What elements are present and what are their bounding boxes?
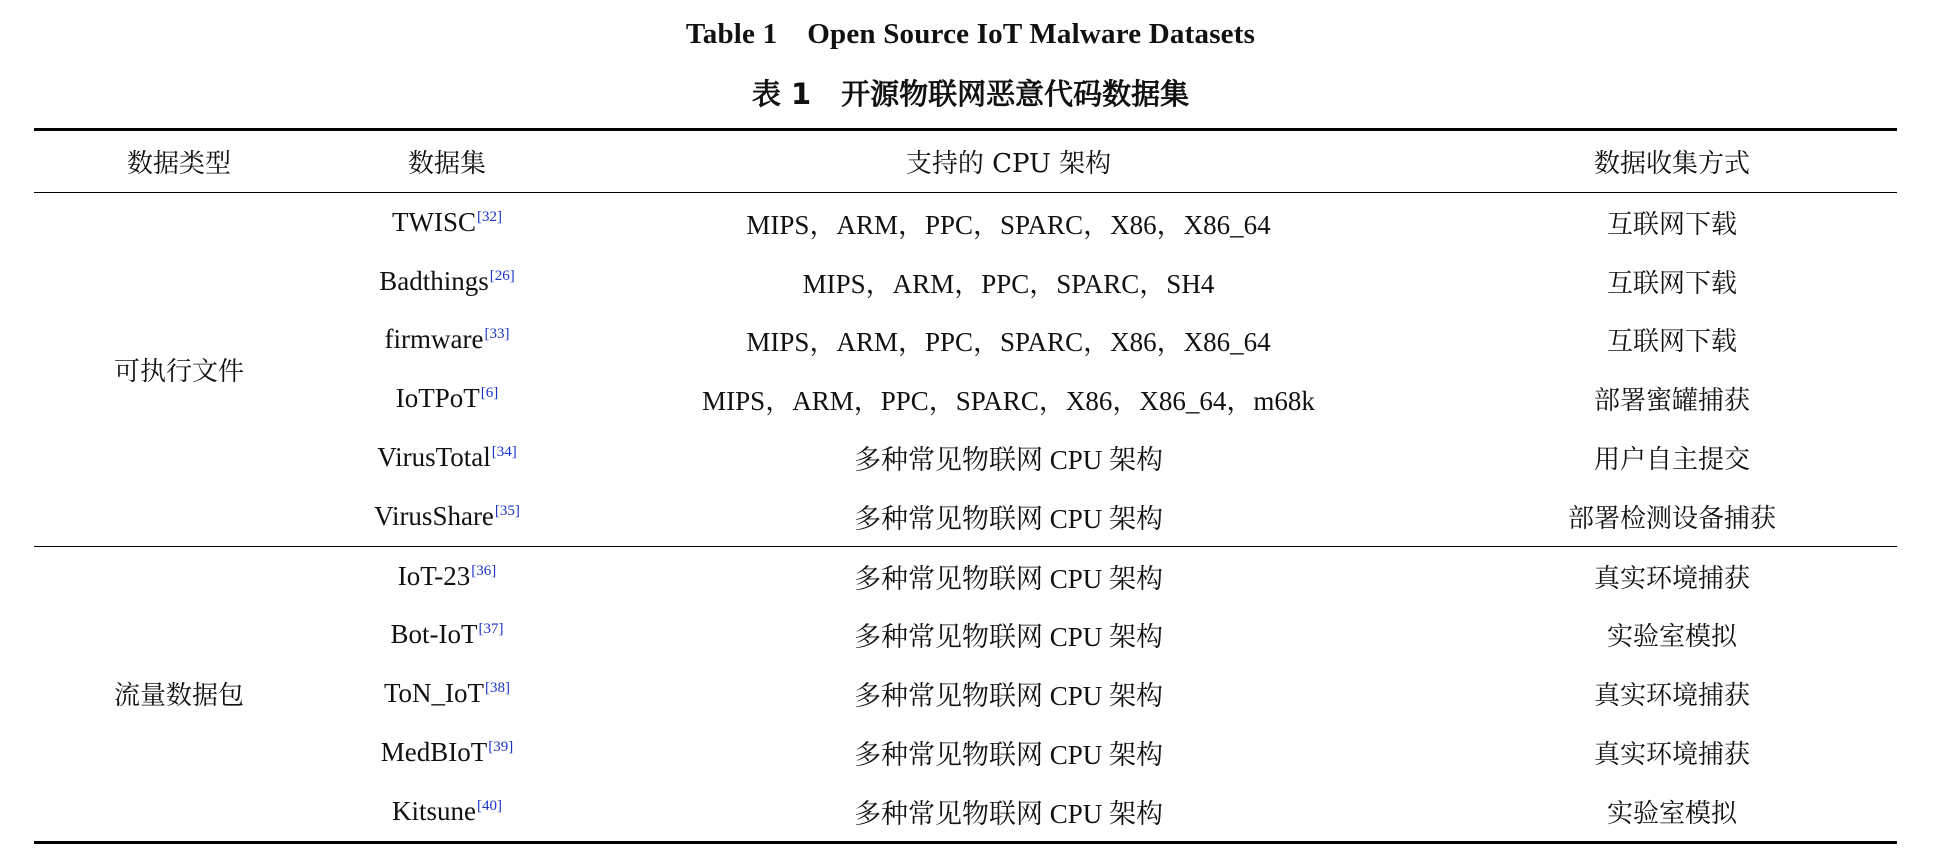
cpu-cell: MIPS，ARM，PPC，SPARC，X86，X86_64，m68k <box>702 386 1315 417</box>
citation-link[interactable]: [40] <box>477 797 502 814</box>
group-type-label: 流量数据包 <box>34 546 324 842</box>
method-cell: 部署蜜罐捕获 <box>1593 386 1750 417</box>
cpu-cell: 多种常见物联网 CPU 架构 <box>853 681 1164 712</box>
dataset-name: ToN_IoT <box>383 678 485 709</box>
header-cpu-architecture: 支持的 CPU 架构 <box>570 130 1447 193</box>
dataset-name: firmware <box>384 324 484 355</box>
caption-en-number: Table 1 <box>685 18 778 50</box>
dataset-name: IoTPoT <box>395 383 480 414</box>
dataset-name: MedBIoT <box>380 737 488 768</box>
cpu-cell: MIPS，ARM，PPC，SPARC，X86，X86_64 <box>746 209 1271 240</box>
dataset-name: TWISC <box>392 206 476 237</box>
cpu-cell: 多种常见物联网 CPU 架构 <box>853 622 1164 653</box>
method-cell: 实验室模拟 <box>1447 782 1897 842</box>
citation-link[interactable]: [37] <box>478 621 504 638</box>
table-row <box>34 546 1897 605</box>
method-cell: 互联网下载 <box>1606 327 1737 358</box>
method-cell: 用户自主提交 <box>1593 445 1750 476</box>
cpu-cell: 多种常见物联网 CPU 架构 <box>853 740 1164 771</box>
method-cell: 互联网下载 <box>1606 268 1737 299</box>
header-data-type: 数据类型 <box>34 130 324 193</box>
method-cell: 部署检测设备捕获 <box>1447 487 1897 546</box>
method-cell: 真实环境捕获 <box>1593 681 1750 712</box>
dataset-name: VirusShare <box>374 500 494 531</box>
citation-link[interactable]: [38] <box>485 680 511 697</box>
dataset-cell <box>324 664 570 723</box>
dataset-name: Kitsune <box>392 795 476 826</box>
cpu-cell: 多种常见物联网 CPU 架构 <box>853 563 1164 594</box>
dataset-cell <box>324 487 570 546</box>
citation-link[interactable]: [35] <box>494 502 520 519</box>
method-cell: 实验室模拟 <box>1606 622 1737 653</box>
citation-link[interactable]: [32] <box>477 208 502 225</box>
dataset-name: Badthings <box>379 265 489 296</box>
cpu-cell: MIPS，ARM，PPC，SPARC，X86，X86_64 <box>746 327 1271 358</box>
dataset-cell <box>324 606 570 665</box>
dataset-cell <box>324 782 570 842</box>
dataset-name: VirusTotal <box>377 442 491 473</box>
cpu-cell: MIPS，ARM，PPC，SPARC，SH4 <box>802 268 1215 299</box>
citation-link[interactable]: [33] <box>484 326 510 343</box>
header-collection-method: 数据收集方式 <box>1447 130 1897 193</box>
table-header-row <box>34 130 1897 193</box>
header-dataset: 数据集 <box>324 130 570 193</box>
dataset-cell <box>324 369 570 428</box>
group-executable-files <box>34 193 1897 547</box>
table-caption-chinese <box>0 72 1941 113</box>
dataset-cell <box>324 252 570 311</box>
dataset-cell <box>324 193 570 252</box>
method-cell: 真实环境捕获 <box>1593 563 1750 594</box>
dataset-cell <box>324 428 570 487</box>
group-traffic-packets <box>34 546 1897 842</box>
caption-en-title: Open Source IoT Malware Datasets <box>807 18 1256 50</box>
citation-link[interactable]: [6] <box>480 385 499 402</box>
table-caption-english <box>0 18 1941 51</box>
dataset-cell <box>324 311 570 370</box>
cpu-cell: 多种常见物联网 CPU 架构 <box>853 445 1164 476</box>
dataset-name: Bot-IoT <box>390 619 478 650</box>
group-type-label: 可执行文件 <box>34 193 324 547</box>
dataset-cell <box>324 546 570 605</box>
method-cell: 真实环境捕获 <box>1593 740 1750 771</box>
datasets-table <box>34 128 1897 844</box>
table-row <box>34 193 1897 252</box>
caption-zh-title: 开源物联网恶意代码数据集 <box>841 77 1190 111</box>
citation-link[interactable]: [36] <box>471 562 497 579</box>
citation-link[interactable]: [26] <box>489 267 515 284</box>
dataset-cell <box>324 723 570 782</box>
citation-link[interactable]: [34] <box>491 444 517 461</box>
cpu-cell: 多种常见物联网 CPU 架构 <box>570 487 1447 546</box>
cpu-cell: 多种常见物联网 CPU 架构 <box>570 782 1447 842</box>
method-cell: 互联网下载 <box>1606 209 1737 240</box>
dataset-name: IoT-23 <box>397 560 471 591</box>
caption-zh-number: 表 1 <box>751 77 812 111</box>
citation-link[interactable]: [39] <box>488 739 514 756</box>
